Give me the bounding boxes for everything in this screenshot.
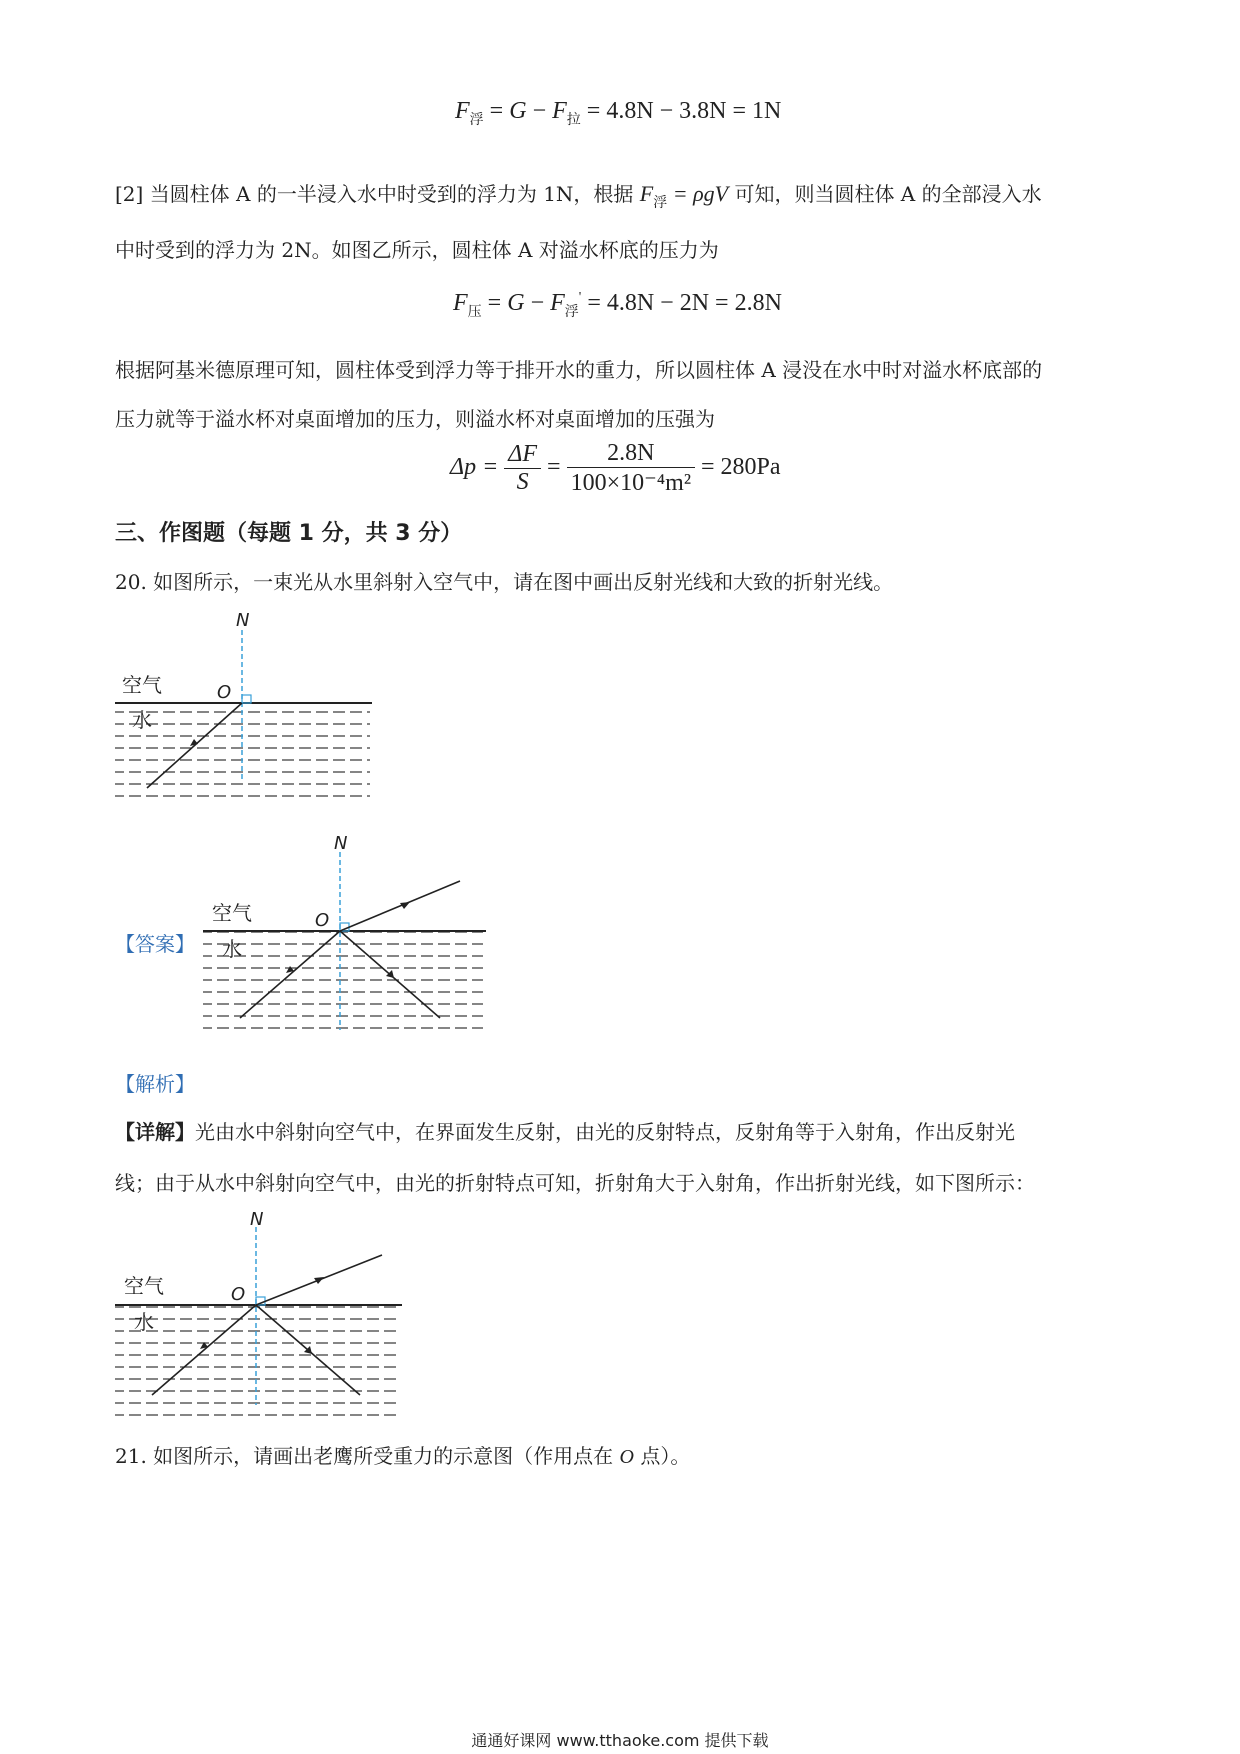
eq-symbol: G: [509, 98, 527, 124]
eq-subscript: 拉: [566, 112, 581, 128]
label-air: 空气: [124, 1274, 164, 1298]
eq-denominator: 100×10⁻⁴m²: [570, 470, 692, 496]
para1-line1: [115, 178, 1042, 212]
eq-text: =: [541, 454, 567, 481]
equation-pressure-force: [453, 290, 782, 321]
text: [2] 当圆柱体 A 的一半浸入水中时受到的浮力为 1N，根据: [115, 182, 640, 206]
para2-line1: 根据阿基米德原理可知，圆柱体受到浮力等于排开水的重力，所以圆柱体 A 浸没在水中时对溢水杯底部的: [115, 358, 1043, 382]
section-heading: 三、作图题（每题 1 分，共 3 分）: [115, 521, 463, 546]
analysis-label: 【解析】: [115, 1072, 195, 1096]
answer-diagram: [198, 830, 488, 1045]
label-n: N: [236, 610, 250, 631]
eq-text: −: [524, 290, 551, 316]
detail-diagram: [110, 1205, 410, 1425]
eq-subscript: 浮: [564, 304, 579, 320]
water-hatching: [203, 931, 483, 1039]
eq-symbol: F: [453, 290, 468, 316]
detail-line1: [115, 1116, 1015, 1145]
detail-line2: 线；由于从水中斜射向空气中，由光的折射特点可知，折射角大于入射角，作出折射光线，如下图所示：: [115, 1171, 1035, 1195]
answer-label: 【答案】: [115, 932, 195, 956]
eq-text: =: [481, 290, 508, 316]
label-o: O: [315, 910, 330, 931]
detail-label: 【详解】: [115, 1120, 195, 1144]
eq-denominator: S: [516, 469, 529, 495]
eq-symbol: F: [550, 290, 565, 316]
para2-line2: 压力就等于溢水杯对桌面增加的压力，则溢水杯对桌面增加的压强为: [115, 407, 715, 431]
eq-subscript: 浮: [653, 195, 668, 211]
equation-pressure: [450, 440, 781, 497]
para1-line2: 中时受到的浮力为 2N。如图乙所示，圆柱体 A 对溢水杯底的压力为: [115, 238, 719, 262]
eq-text: = 280Pa: [695, 454, 781, 481]
eq-prime: ': [578, 290, 582, 305]
label-o: O: [217, 682, 232, 703]
eq-symbol: F: [639, 181, 654, 206]
point-o: O: [619, 1446, 634, 1468]
label-water: 水: [132, 708, 152, 732]
text: 21. 如图所示，请画出老鹰所受重力的示意图（作用点在: [115, 1444, 620, 1468]
eq-text: =: [483, 98, 510, 124]
label-water: 水: [134, 1310, 154, 1334]
question-20: 20. 如图所示，一束光从水里斜射入空气中，请在图中画出反射光线和大致的折射光线。: [115, 570, 894, 594]
eq-numerator: ΔF: [508, 441, 538, 467]
arrow-icon: [314, 1277, 324, 1284]
fraction: [504, 441, 541, 496]
text: 光由水中斜射向空气中，在界面发生反射，由光的反射特点，反射角等于入射角，作出反射光: [195, 1120, 1015, 1144]
label-o: O: [231, 1284, 246, 1305]
eq-text: = 4.8N − 2N = 2.8N: [581, 290, 782, 316]
eq-symbol: G: [507, 290, 525, 316]
eq-text: = ρgV: [667, 181, 729, 206]
label-air: 空气: [122, 673, 162, 697]
footer-source: 通通好课网 www.tthaoke.com 提供下载: [471, 1731, 769, 1750]
eq-subscript: 压: [467, 304, 482, 320]
text: 点）。: [633, 1444, 691, 1468]
label-n: N: [250, 1209, 264, 1230]
eq-text: Δp =: [450, 454, 505, 481]
eq-text: −: [526, 98, 553, 124]
eq-symbol: F: [552, 98, 567, 124]
eq-text: = 4.8N − 3.8N = 1N: [580, 98, 782, 124]
question-21: [115, 1440, 690, 1469]
label-water: 水: [222, 937, 242, 961]
equation-buoyancy: [455, 98, 781, 129]
eq-subscript: 浮: [469, 112, 484, 128]
water-hatching: [115, 1305, 400, 1420]
eq-symbol: F: [455, 98, 470, 124]
eq-numerator: 2.8N: [567, 440, 695, 468]
question-20-diagram: [110, 610, 380, 810]
right-angle-mark: [242, 695, 251, 703]
refracted-ray: [340, 881, 460, 931]
label-n: N: [334, 833, 348, 854]
text: 可知，则当圆柱体 A 的全部浸入水: [728, 182, 1042, 206]
fraction: [567, 440, 695, 497]
label-air: 空气: [212, 901, 252, 925]
